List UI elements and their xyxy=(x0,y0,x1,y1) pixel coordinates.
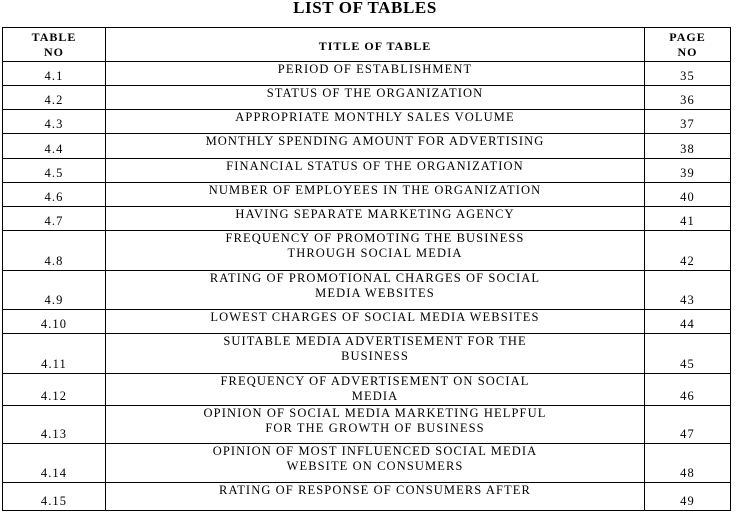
header-title: TITLE OF TABLE xyxy=(106,28,645,62)
table-title xyxy=(106,207,645,231)
table-number: 4.2 xyxy=(3,86,106,110)
table-number: 4.11 xyxy=(3,334,106,374)
page-number: 41 xyxy=(645,207,731,231)
table-row xyxy=(3,310,731,334)
page-number: 35 xyxy=(645,62,731,86)
table-row xyxy=(3,231,731,271)
table-title xyxy=(106,110,645,134)
table-number: 4.10 xyxy=(3,310,106,334)
table-title-line: MONTHLY SPENDING AMOUNT FOR ADVERTISING xyxy=(205,134,545,148)
page-number: 47 xyxy=(645,406,731,444)
header-page-no-line2: NO xyxy=(677,44,698,59)
page-title: LIST OF TABLES xyxy=(293,0,437,17)
header-page-no xyxy=(645,28,731,62)
page-number: 48 xyxy=(645,444,731,483)
table-title-line: FREQUENCY OF ADVERTISEMENT ON SOCIAL xyxy=(220,374,530,388)
table-number: 4.1 xyxy=(3,62,106,86)
header-table-no-line1: TABLE xyxy=(31,29,77,44)
table-title xyxy=(106,374,645,406)
table-number: 4.14 xyxy=(3,444,106,483)
table-title-line: PERIOD OF ESTABLISHMENT xyxy=(277,62,473,76)
table-title xyxy=(106,483,645,511)
table-title-line: RATING OF RESPONSE OF CONSUMERS AFTER xyxy=(219,483,531,497)
table-title xyxy=(106,310,645,334)
table-title xyxy=(106,271,645,310)
page-number: 46 xyxy=(645,374,731,406)
table-title-line: APPROPRIATE MONTHLY SALES VOLUME xyxy=(235,110,515,124)
table-title xyxy=(106,159,645,183)
page-number: 49 xyxy=(645,483,731,511)
page-number: 36 xyxy=(645,86,731,110)
table-title xyxy=(106,183,645,207)
table-body xyxy=(3,62,731,511)
table-number: 4.5 xyxy=(3,159,106,183)
table-title xyxy=(106,444,645,483)
table-title-line: LOWEST CHARGES OF SOCIAL MEDIA WEBSITES xyxy=(210,310,540,324)
table-row xyxy=(3,159,731,183)
table-number: 4.7 xyxy=(3,207,106,231)
table-title-line: WEBSITE ON CONSUMERS xyxy=(286,459,464,473)
table-row xyxy=(3,406,731,444)
table-title-line: THROUGH SOCIAL MEDIA xyxy=(287,246,463,260)
page-number: 38 xyxy=(645,134,731,159)
table-number: 4.15 xyxy=(3,483,106,511)
table-number: 4.12 xyxy=(3,374,106,406)
page-number: 45 xyxy=(645,334,731,374)
table-row xyxy=(3,207,731,231)
table-title xyxy=(106,406,645,444)
table-number: 4.9 xyxy=(3,271,106,310)
table-row xyxy=(3,444,731,483)
page-number: 43 xyxy=(645,271,731,310)
table-title xyxy=(106,62,645,86)
page-number: 39 xyxy=(645,159,731,183)
table-title xyxy=(106,134,645,159)
table-title xyxy=(106,231,645,271)
table-title-line: OPINION OF SOCIAL MEDIA MARKETING HELPFUL xyxy=(203,406,547,420)
table-row xyxy=(3,334,731,374)
table-row xyxy=(3,483,731,511)
table-title-line: NUMBER OF EMPLOYEES IN THE ORGANIZATION xyxy=(208,183,542,197)
table-title xyxy=(106,334,645,374)
table-title-line: FREQUENCY OF PROMOTING THE BUSINESS xyxy=(225,231,525,245)
table-row xyxy=(3,374,731,406)
header-page-no-line1: PAGE xyxy=(669,29,706,44)
list-of-tables xyxy=(2,27,731,511)
header-table-no-line2: NO xyxy=(44,44,64,59)
header-table-no xyxy=(3,28,106,62)
page-number: 44 xyxy=(645,310,731,334)
table-title-line: RATING OF PROMOTIONAL CHARGES OF SOCIAL xyxy=(209,271,541,285)
table-row xyxy=(3,62,731,86)
table-row xyxy=(3,86,731,110)
table-number: 4.8 xyxy=(3,231,106,271)
table-row xyxy=(3,134,731,159)
table-title xyxy=(106,86,645,110)
table-title-line: BUSINESS xyxy=(341,349,409,363)
table-title-line: SUITABLE MEDIA ADVERTISEMENT FOR THE xyxy=(223,334,527,348)
table-number: 4.4 xyxy=(3,134,106,159)
table-title-line: STATUS OF THE ORGANIZATION xyxy=(266,86,484,100)
table-number: 4.6 xyxy=(3,183,106,207)
page-number: 37 xyxy=(645,110,731,134)
table-title-line: FINANCIAL STATUS OF THE ORGANIZATION xyxy=(226,159,524,173)
page-number: 40 xyxy=(645,183,731,207)
table-title-line: HAVING SEPARATE MARKETING AGENCY xyxy=(235,207,515,221)
table-number: 4.3 xyxy=(3,110,106,134)
table-row xyxy=(3,110,731,134)
table-title-line: FOR THE GROWTH OF BUSINESS xyxy=(265,421,485,435)
table-row xyxy=(3,271,731,310)
table-title-line: OPINION OF MOST INFLUENCED SOCIAL MEDIA xyxy=(212,444,538,458)
table-number: 4.13 xyxy=(3,406,106,444)
table-title-line: MEDIA xyxy=(351,389,399,403)
table-title-line: MEDIA WEBSITES xyxy=(315,286,435,300)
page-number: 42 xyxy=(645,231,731,271)
table-row xyxy=(3,183,731,207)
header-row xyxy=(3,28,731,62)
